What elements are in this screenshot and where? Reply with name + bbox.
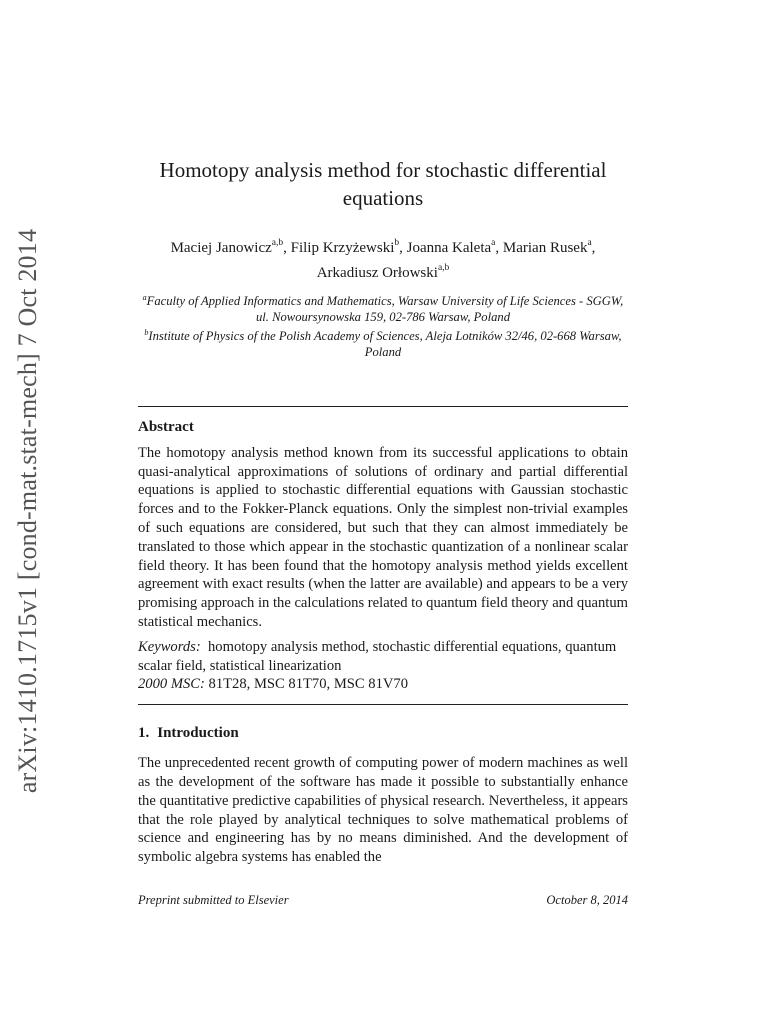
author: Arkadiusz Orłowski$^{a,b}$ <box>316 263 450 281</box>
keywords-block <box>138 638 628 694</box>
author: Filip Krzyżewski$^b$, <box>290 238 407 256</box>
abstract-heading: Abstract <box>138 418 194 435</box>
divider <box>138 704 628 705</box>
msc-label: 2000 MSC: <box>138 676 205 693</box>
msc-line <box>138 675 628 694</box>
paper-first-page <box>138 150 628 867</box>
keywords-line <box>138 638 628 676</box>
msc-text: 81T28, MSC 81T70, MSC 81V70 <box>208 676 409 693</box>
footer-preprint-note: Preprint submitted to Elsevier <box>138 893 289 907</box>
author: Marian Rusek$^a$, <box>502 238 596 256</box>
affiliation: $^b$Institute of Physics of the Polish Academy of Sciences, Aleja Lotników 32/46, 02-668 Warsaw, Poland <box>144 328 622 360</box>
author: Maciej Janowicz$^{a,b}$, <box>170 238 291 256</box>
affiliations <box>138 290 628 361</box>
affiliation: $^a$Faculty of Applied Informatics and Mathematics, Warsaw University of Life Sciences - SGGW, ul. Nowoursynowska 159, 02-786 Warsaw, Poland <box>142 293 624 324</box>
divider <box>138 406 628 407</box>
introduction-text: The unprecedented recent growth of computing power of modern machines as well as the development of the software has made it possible to substantially enhance the quantitative predictive capabilities of physical research. Nevertheless, it appears that the role played by analytical techniques to solve mathematical problems of science and engineering has by no means diminished. And the development of symbolic algebra systems has enabled the <box>138 755 628 866</box>
page-footer <box>138 893 628 908</box>
keywords-text: homotopy analysis method, stochastic differential equations, quantum scalar field, statistical linearization <box>138 638 617 674</box>
section-title: Introduction <box>157 725 239 742</box>
author: Joanna Kaleta$^a$, <box>406 238 503 256</box>
section-heading-introduction <box>138 725 628 742</box>
footer-date: October 8, 2014 <box>546 893 628 907</box>
arxiv-id-text: arXiv:1410.1715v1 [cond-mat.stat-mech] 7 Oct 2014 <box>13 228 42 794</box>
author-list <box>138 234 628 284</box>
section-number: 1. <box>138 725 150 742</box>
arxiv-stamp <box>6 228 50 794</box>
abstract-text: The homotopy analysis method known from its successful applications to obtain quasi-analytical approximations of solutions of ordinary and partial differential equations is applied to stochastic differential equations with Gaussian stochastic forces and to the Fokker-Planck equations. Only the simplest non-trivial examples of such equations are considered, but such that they can almost immediately be translated to those which appear in the stochastic quantization of a nonlinear scalar field theory. It has been found that the homotopy analysis method yields excellent agreement with exact results (when the latter are available) and appears to be a very promising approach in the calculations related to quantum field theory and quantum statistical mechanics. <box>138 444 628 630</box>
keywords-label: Keywords: <box>138 638 201 655</box>
paper-title: Homotopy analysis method for stochastic differential equations <box>159 158 607 210</box>
